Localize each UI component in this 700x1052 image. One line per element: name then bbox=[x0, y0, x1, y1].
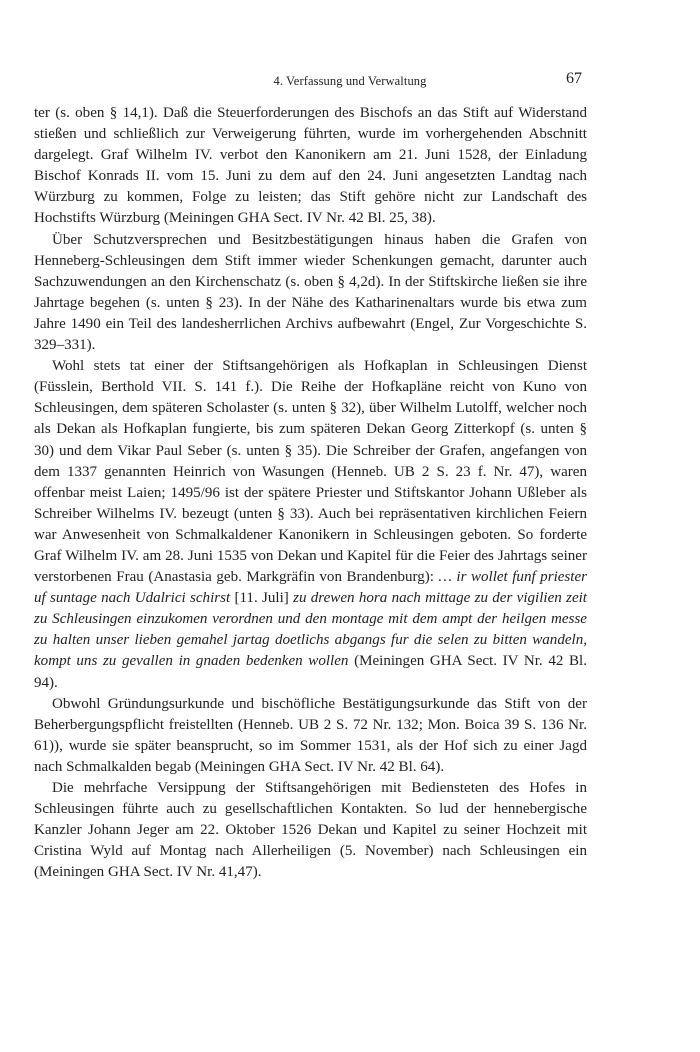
paragraph-5: Die mehrfache Versippung der Stiftsangehörigen mit Bediensteten des Hofes in Schleusingen führte auch zu gesellschaftlichen Kontakten. So lud der hennebergische Kanzler Johann Jeger am 22. Oktober 1526 Dekan und Kapitel zu seiner Hochzeit mit Cristina Wyld auf Montag nach Allerheiligen (5. November) nach Schleusingen ein (Meiningen GHA Sect. IV Nr. 41,47). bbox=[34, 780, 587, 881]
paragraph-3 bbox=[34, 356, 587, 694]
paragraph-1: ter (s. oben § 14,1). Daß die Steuerforderungen des Bischofs an das Stift auf Widerstand stießen und schließlich zur Verweigerung führten, wurde im vorhergehenden Abschnitt dargelegt. Graf Wilhelm IV. verbot den Kanonikern am 21. Juni 1528, der Einladung Bischof Konrads II. vom 15. Juni zu dem auf den 24. Juni angesetzten Landtag nach Würzburg zu kommen, Folge zu leisten; das Stift gehöre nicht zur Landschaft des Hochstifts Würzburg (Meiningen GHA Sect. IV Nr. 42 Bl. 25, 38). bbox=[34, 105, 587, 227]
page-number: 67 bbox=[566, 70, 582, 87]
body-text bbox=[34, 103, 587, 883]
quotation-part-1: … ir wollet funf priester uf suntage nach Udalrici schirst bbox=[34, 569, 587, 607]
paragraph-2: Über Schutzversprechen und Besitzbestätigungen hinaus haben die Grafen von Henneberg-Schleusingen dem Stift immer wieder Schenkungen gemacht, darunter auch Sachzuwendungen an den Kirchenschatz (s. oben § 4,2d). In der Stiftskirche ließen sie ihre Jahrtage begehen (s. unten § 23). In der Nähe des Katharinenaltars wurde bis etwa zum Jahre 1490 ein Teil des landesherrlichen Archivs aufbewahrt (Engel, Zur Vorgeschichte S. 329–331). bbox=[34, 231, 587, 354]
quotation-part-2: zu drewen hora nach mittage zu der vigilien zeit zu Schleusingen einzukomen verordnen und den montage mit dem ampt der heilgen messe zu halten unser lieben gemahel jartag doetlichs abgangs fur die selen zu bitten wandeln, kompt uns zu gevallen in gnaden bedenken wollen bbox=[34, 590, 587, 670]
running-title: 4. Verfassung und Verwaltung bbox=[273, 74, 427, 88]
running-header bbox=[0, 70, 700, 92]
paragraph-3-text-a: Wohl stets tat einer der Stiftsangehörigen als Hofkaplan in Schleusingen Dienst (Füsslein, Berthold VII. S. 141 f.). Die Reihe der Hofkapläne reicht von Kuno von Schleusingen, dem späteren Scholaster (s. unten § 32), über Wilhelm Lutolff, welcher noch als Dekan als Hofkaplan fungierte, bis zum späteren Dekan Georg Zitterkopf (s. unten § 30) und dem Vikar Paul Seber (s. unten § 35). Die Schreiber der Grafen, angefangen von dem 1337 genannten Heinrich von Wasungen (Henneb. UB 2 S. 23 f. Nr. 47), waren offenbar meist Laien; 1495/96 ist der spätere Priester und Stiftskantor Johann Ußleber als Schreiber Wilhelms IV. bezeugt (unten § 33). Auch bei repräsentativen kirchlichen Feiern war Anwesenheit von Schmalkaldener Kanonikern in Schleusingen geboten. So forderte Graf Wilhelm IV. am 28. Juni 1535 von Dekan und Kapitel für die Feier des Jahrtags seiner verstorbenen Frau (Anastasia geb. Markgräfin von Brandenburg): bbox=[34, 358, 587, 586]
paragraph-4: Obwohl Gründungsurkunde und bischöfliche Bestätigungsurkunde das Stift von der Beherbergungspflicht freistellten (Henneb. UB 2 S. 72 Nr. 132; Mon. Boica 39 S. 136 Nr. 61)), wurde sie später beansprucht, so im Sommer 1531, als der Hof sich zu einer Jagd nach Schmalkalden begab (Meiningen GHA Sect. IV Nr. 42 Bl. 64). bbox=[34, 695, 587, 775]
paragraph-3-date-insert: [11. Juli] bbox=[230, 590, 294, 607]
paragraph-3-citation: (Meiningen GHA Sect. IV Nr. 42 Bl. 94). bbox=[34, 653, 587, 691]
